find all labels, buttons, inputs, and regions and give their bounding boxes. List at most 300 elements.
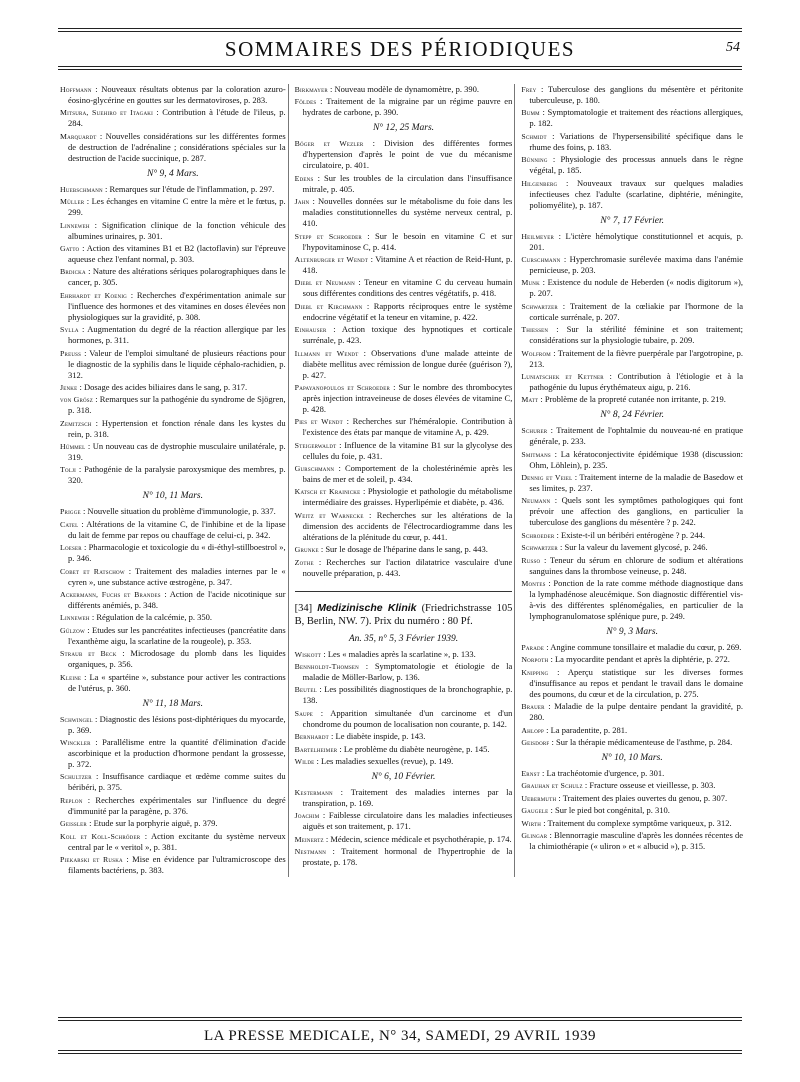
journal-number: [34] xyxy=(294,602,313,614)
entry-title: : Symptomatologie et étiologie de la maladie de Möller-Barlow, p. 136. xyxy=(302,661,513,683)
entry-title: : Recherches expérimentales sur l'influence du degré d'immunité par la paragène, p. 376. xyxy=(68,794,286,816)
index-entry xyxy=(521,277,743,299)
entry-title: : Ponction de la rate comme méthode diagnostique dans la lymphadénose aleucémique. Son diagnostic différentiel vis-à-vis des différentes splénomégalies, en particulier de la lymphogranulomatose splénique pure, p. 249. xyxy=(529,578,743,622)
entry-author: Ahlopp xyxy=(521,725,544,735)
index-entry xyxy=(60,394,286,416)
entry-author: Schurer xyxy=(521,426,548,436)
index-entry xyxy=(60,831,286,853)
entry-title: : Traitement hormonal de l'hypertrophie de la prostate, p. 178. xyxy=(302,846,513,868)
index-entry xyxy=(521,818,743,829)
index-entry xyxy=(295,416,513,438)
index-entry xyxy=(60,519,286,541)
entry-title: : Altérations de la vitamine C, de l'inhibine et de la lipase du lait de femme par repos ou chauffage de celui-ci, p. 342. xyxy=(68,518,286,540)
entry-author: Russo xyxy=(521,555,541,565)
entry-author: Katsch et Krainicke xyxy=(294,487,361,497)
entry-author: Saupe xyxy=(294,708,314,718)
entry-title: : Sur le besoin en vitamine C et sur l'hypovitaminose C, p. 414. xyxy=(302,230,513,252)
entry-author: Parade xyxy=(521,643,545,653)
entry-author: Bennholdt-Thomsen xyxy=(294,662,359,672)
entry-author: Schultzer xyxy=(60,772,92,782)
entry-author: Mitsura, Suehiro et Itagaki xyxy=(60,108,153,118)
entry-author: Müller xyxy=(60,197,85,207)
index-entry xyxy=(60,714,286,736)
entry-title: : Microdosage du plomb dans les liquides organiques, p. 356. xyxy=(68,648,286,670)
entry-author: Meinertz xyxy=(294,834,324,844)
entry-author: Zemitzsch xyxy=(60,418,92,428)
entry-author: Thiessen xyxy=(521,325,549,335)
entry-title: : Le problème du diabète neurogène, p. 145. xyxy=(337,743,490,754)
entry-author: Loeser xyxy=(60,543,82,553)
index-entry xyxy=(295,834,513,845)
entry-author: Gülzow xyxy=(60,625,85,635)
index-entry xyxy=(295,254,513,276)
entry-title: : Existe-t-il un béribéri entérogène ? p. 244. xyxy=(554,529,706,540)
entry-title: : Quels sont les symptômes pathologiques qui font prévoir une affection des ganglions, en particulier la tuberculose des ganglions du mésentère ? p. 242. xyxy=(529,495,743,528)
entry-title: : Recherches d'expérimentation animale sur l'influence des hormones et des vitamines en doses élevées non physiologiques sur la gravidité, p. 308. xyxy=(68,289,286,322)
entry-author: Kleine xyxy=(60,672,82,682)
entry-title: : Problème de la propreté cutanée non irritante, p. 219. xyxy=(538,394,726,405)
entry-title: : Valeur de l'emploi simultané de plusieurs réactions pour le diagnostic de la syphilis dans le liquide céphalo-rachidien, p. 312. xyxy=(68,347,286,380)
column-3 xyxy=(514,84,743,877)
entry-title: : Traitement des plaies ouvertes du genou, p. 307. xyxy=(556,792,728,803)
entry-title: : Sur le pied bot congénital, p. 310. xyxy=(548,805,670,816)
entry-title: : Rapports réciproques entre le système endocrine végétatif et la teneur en vitamine, p. 422. xyxy=(302,300,513,322)
entry-title: : Apparition simultanée d'un carcinome et d'un chondrome du poumon de localisation non courante, p. 142. xyxy=(302,707,513,729)
entry-title: : Sur la thérapie médicamenteuse de l'asthme, p. 284. xyxy=(549,736,733,747)
index-entry xyxy=(295,810,513,832)
entry-author: Gurschmann xyxy=(294,464,335,474)
entry-title: : Physiologie et pathologie du métabolisme intermédiaire des graisses. Hyperlipémie et diabète, p. 436. xyxy=(302,486,513,508)
entry-title: : Régulation de la calcémie, p. 350. xyxy=(89,612,212,623)
entry-author: Bünning xyxy=(521,155,548,165)
entry-author: Illmann et Wendt xyxy=(294,348,359,358)
index-entry xyxy=(521,830,743,852)
entry-author: Straub et Beck xyxy=(60,649,117,659)
page-title: SOMMAIRES DES PÉRIODIQUES xyxy=(224,37,576,61)
index-entry xyxy=(60,441,286,463)
entry-title: : Nouveaux résultats obtenus par la coloration azuro-éosino-glycérine en gouttes sur les dermatoviroses, p. 283. xyxy=(68,84,286,105)
entry-title: : La trachéotomie d'urgence, p. 301. xyxy=(539,767,665,778)
entry-author: Nestmann xyxy=(294,847,327,857)
index-entry xyxy=(60,290,286,323)
index-entry xyxy=(295,486,513,508)
entry-author: Knipping xyxy=(521,667,549,677)
entry-title: : Sur le dosage de l'héparine dans le sang, p. 443. xyxy=(318,544,488,555)
index-entry xyxy=(295,846,513,868)
index-entry xyxy=(295,173,513,195)
issue-heading: N° 12, 25 Mars. xyxy=(372,123,435,134)
entry-title: : Contribution à l'étude de l'ileus, p. 284. xyxy=(68,107,286,129)
entry-author: Beutel xyxy=(294,685,317,695)
entry-title: : Aperçu statistique sur les diverses formes d'insuffisance au repos et pendant le travail dans le domaine des poumons, du cœur et de la circulation, p. 275. xyxy=(529,666,743,699)
index-entry xyxy=(295,324,513,346)
index-entry xyxy=(521,231,743,253)
entry-author: Weitz et Warnecke xyxy=(294,510,364,520)
entry-author: Heilmeyer xyxy=(521,231,555,241)
issue-heading: N° 6, 10 Février. xyxy=(371,771,436,782)
entry-author: Jenke xyxy=(60,382,78,392)
entry-title: : L'ictère hémolytique constitutionnel et acquis, p. 201. xyxy=(529,230,743,252)
index-entry xyxy=(60,612,286,623)
top-rule xyxy=(58,28,742,29)
index-entry xyxy=(60,818,286,829)
entry-author: Papayanopoulos et Schroeder xyxy=(294,382,391,392)
entry-author: Frey xyxy=(521,85,537,94)
index-entry xyxy=(295,557,513,579)
page-number: 54 xyxy=(726,40,740,55)
entry-title: : Comportement de la cholestérinémie après les bains de mer et de soleil, p. 434. xyxy=(302,463,513,485)
entry-title: : Insuffisance cardiaque et œdème comme suites du béribéri, p. 375. xyxy=(68,771,286,793)
entry-author: Zothe xyxy=(294,557,314,567)
entry-title: : Un nouveau cas de dystrophie musculaire unilatérale, p. 319. xyxy=(68,441,286,463)
entry-title: : Action de l'acide nicotinique sur différents anémiés, p. 348. xyxy=(68,589,286,611)
entry-title: : La kératoconjectivite épidémique 1938 (discussion: Ohm, Löhlein), p. 235. xyxy=(529,448,743,470)
entry-title: : Remarques sur l'étude de l'inflammation, p. 297. xyxy=(102,183,275,194)
index-entry xyxy=(521,254,743,276)
entry-title: : Etude sur la porphyrie aiguë, p. 379. xyxy=(86,818,218,829)
index-entry xyxy=(295,84,513,95)
entry-author: Joachim xyxy=(294,811,320,821)
entry-title: : La « spartéine », substance pour activer les contractions de l'utérus, p. 360. xyxy=(68,671,286,693)
entry-author: Matt xyxy=(521,395,539,405)
index-entry xyxy=(295,756,513,767)
entry-author: Curschmann xyxy=(521,254,561,264)
issue-heading: N° 11, 18 Mars. xyxy=(142,698,204,709)
entry-author: Dennig et Veiel xyxy=(521,473,573,483)
entry-title: : Traitement des maladies internes par le « cyren », une substance active œstrogène, p. 347. xyxy=(68,565,286,587)
index-entry xyxy=(60,566,286,588)
entry-title: : Blennorragie masculine d'après les données récentes de la chimiothérapie (« uliron » et « albucid »), p. 315. xyxy=(529,829,743,851)
entry-author: Huebschmann xyxy=(60,184,103,194)
entry-title: : Augmentation du degré de la réaction allergique par les hormones, p. 311. xyxy=(68,324,286,346)
entry-title: : Existence du nodule de Heberden (« nodis digitorum »), p. 207. xyxy=(529,277,743,299)
index-entry xyxy=(521,301,743,323)
issue-heading: N° 10, 10 Mars. xyxy=(601,752,663,763)
entry-title: : Faiblesse circulatoire dans les maladies infectieuses aiguës et son traitement, p. 171. xyxy=(302,810,513,832)
bottom-rule xyxy=(58,1050,742,1051)
entry-title: : Variations de l'hypersensibilité spécifique dans le rhume des foins, p. 183. xyxy=(529,130,743,152)
entry-author: Glingar xyxy=(521,830,548,840)
index-entry xyxy=(521,793,743,804)
index-entry xyxy=(60,589,286,611)
entry-author: Cobet et Ratschow xyxy=(60,566,125,576)
entry-author: Brdicka xyxy=(60,267,86,277)
entry-author: Preuss xyxy=(60,348,82,358)
entry-author: Jahn xyxy=(294,197,310,207)
index-entry xyxy=(295,544,513,555)
entry-title: : Action excitante du système nerveux central par le « veritol », p. 381. xyxy=(68,830,286,852)
entry-title: : Les « maladies après la scarlatine », p. 133. xyxy=(321,648,476,659)
index-entry xyxy=(521,642,743,653)
entry-author: Wilde xyxy=(294,756,315,766)
index-entry xyxy=(521,654,743,665)
entry-author: Diebl et Kirchmann xyxy=(294,301,363,311)
entry-author: Stepp et Schroeder xyxy=(294,231,362,241)
entry-title: : Teneur du sérum en chlorure de sodium et altérations sanguines dans la thrombose veineuse, p. 248. xyxy=(529,554,743,576)
entry-author: Prigge xyxy=(60,507,81,517)
entry-title: : Tuberculose des ganglions du mésentère et péritonite tuberculeuse, p. 180. xyxy=(529,84,743,105)
entry-title: : Nature des altérations sériques polarographiques dans le cancer, p. 305. xyxy=(68,266,286,288)
entry-title: : Traitement du complexe symptôme variqueux, p. 312. xyxy=(541,817,732,828)
entry-title: : Traitement de l'ophtalmie du nouveau-né en pratique générale, p. 233. xyxy=(529,425,743,447)
issue-heading: N° 8, 24 Février. xyxy=(600,410,665,421)
index-entry xyxy=(521,701,743,723)
entry-author: Einhauser xyxy=(294,325,327,335)
entry-title: : Recherches sur les altérations de la dimension des accidents de l'électrocardiogramme dans les altérations de la plénitude du cœur, p. 441. xyxy=(302,509,513,542)
index-entry xyxy=(60,84,286,106)
entry-author: Smitmans xyxy=(521,449,551,459)
index-entry xyxy=(60,771,286,793)
index-entry xyxy=(521,555,743,577)
index-entry xyxy=(295,382,513,415)
journal-details: (Friedrichstrasse 105 B, Berlin, NW. 7). Prix du numéro : 80 Pf. xyxy=(294,602,513,627)
entry-author: Pies et Wendt xyxy=(294,417,343,427)
index-entry xyxy=(60,184,286,195)
entry-author: Norpoth xyxy=(521,655,549,665)
entry-title: : Recherches sur l'action dilatatrice vasculaire d'une nouvelle préparation, p. 443. xyxy=(302,556,513,578)
entry-author: Schmidt xyxy=(521,131,547,141)
index-entry xyxy=(295,510,513,543)
index-entry xyxy=(295,708,513,730)
entry-author: Marquardt xyxy=(60,131,97,141)
index-entry xyxy=(521,737,743,748)
entry-author: Grunke xyxy=(294,545,319,555)
entry-title: : Hypertension et fonction rénale dans les kystes du rein, p. 318. xyxy=(68,417,286,439)
entry-title: : Physiologie des processus annuels dans le règne végétal, p. 185. xyxy=(529,154,743,176)
entry-title: : Action des vitamines B1 et B2 (lactoflavin) sur l'épreuve aqueuse chez l'enfant normal, p. 303. xyxy=(68,242,286,264)
index-entry xyxy=(521,578,743,622)
column-2 xyxy=(288,84,513,877)
index-entry xyxy=(60,220,286,242)
index-entry xyxy=(60,854,286,876)
entry-title: : Nouvelle situation du problème d'immunologie, p. 337. xyxy=(80,506,276,517)
index-entry xyxy=(521,154,743,176)
top-rule-inner xyxy=(58,31,742,32)
entry-author: Geissler xyxy=(60,819,87,829)
entry-author: Steigerwaldt xyxy=(294,440,337,450)
entry-title: : Nouveau modèle de dynamomètre, p. 390. xyxy=(327,84,479,94)
entry-title: : Traitement interne de la maladie de Basedow et ses limites, p. 237. xyxy=(529,472,743,494)
index-entry xyxy=(521,495,743,528)
entry-author: Catel xyxy=(60,519,79,529)
entry-author: Koll et Koll-Schröder xyxy=(60,831,141,841)
entry-author: Munk xyxy=(521,278,540,288)
entry-author: Kestermann xyxy=(294,787,333,797)
index-entry xyxy=(295,277,513,299)
entry-title: : Remarques sur la pathogénie du syndrome de Sjögren, p. 318. xyxy=(68,394,286,416)
footer-rule xyxy=(58,1017,742,1018)
index-entry xyxy=(60,348,286,381)
entry-author: Gatto xyxy=(60,243,80,253)
issue-heading: N° 9, 3 Mars. xyxy=(606,627,658,638)
entry-author: Ackermann, Fuchs et Brandes xyxy=(60,590,161,600)
entry-author: Bumm xyxy=(521,108,540,118)
entry-author: Wirth xyxy=(521,818,542,828)
entry-author: Hilgenberg xyxy=(521,178,558,188)
entry-title: : Nouvelles considérations sur les différentes formes de destruction de l'adrénaline ; considérations spéciales sur la destruction de l'acide succinique, p. 287. xyxy=(68,130,286,163)
journal-name: Medizinische Klinik xyxy=(317,601,417,614)
index-entry xyxy=(521,667,743,700)
index-entry xyxy=(521,394,743,405)
index-entry xyxy=(295,731,513,742)
entry-title: : Les échanges en vitamine C entre la mère et le fœtus, p. 299. xyxy=(68,196,286,218)
entry-title: : Fracture osseuse et vieillesse, p. 303. xyxy=(582,780,716,791)
entry-author: Tolji xyxy=(60,465,77,475)
issue-heading: N° 7, 17 Février. xyxy=(600,215,665,226)
entry-title: : Traitement de la cœliakie par l'hormone de la corticale surrénale, p. 207. xyxy=(529,300,743,322)
header-rule xyxy=(58,66,742,67)
index-entry xyxy=(60,107,286,129)
index-entry xyxy=(60,382,286,393)
entry-title: : Les maladies sexuelles (revue), p. 149. xyxy=(314,755,454,766)
entry-title: : Les possibilités diagnostiques de la bronchographie, p. 138. xyxy=(302,684,513,706)
index-entry xyxy=(60,266,286,288)
index-entry xyxy=(295,96,513,118)
index-entry xyxy=(295,196,513,229)
entry-author: Uebermuth xyxy=(521,793,557,803)
entry-title: : La paradentite, p. 281. xyxy=(544,724,628,735)
index-entry xyxy=(521,84,743,106)
entry-author: Winckler xyxy=(60,737,91,747)
entry-title: : Parallélisme entre la quantité d'élimination d'acide ascorbinique et la production d'hormone pendant la grossesse, p. 372. xyxy=(68,736,286,769)
entry-title: : Influence de la vitamine B1 sur la glycolyse des cellules du foie, p. 431. xyxy=(302,439,513,461)
entry-author: Hümmel xyxy=(60,442,86,452)
entry-author: Böger et Wezler xyxy=(294,139,364,149)
index-entry xyxy=(295,348,513,381)
index-entry xyxy=(521,542,743,553)
entry-title: : Traitement de la migraine par un régime pauvre en hydrates de carbone, p. 390. xyxy=(302,96,513,118)
index-entry xyxy=(295,684,513,706)
index-entry xyxy=(60,542,286,564)
entry-title: : Hyperchromasie surélevée maxima dans l'anémie pernicieuse, p. 203. xyxy=(529,253,743,275)
issue-heading: N° 10, 11 Mars. xyxy=(142,491,204,502)
column-1 xyxy=(60,84,286,877)
entry-author: Altenburger et Wendt xyxy=(294,254,369,264)
index-entry xyxy=(60,737,286,770)
entry-author: Replon xyxy=(60,795,83,805)
entry-title: : Sur la stérilité féminine et son traitement; considérations sur la physiologie tubaire, p. 209. xyxy=(529,324,743,346)
entry-title: : Traitement de la fièvre puerpérale par l'argotropine, p. 213. xyxy=(529,347,743,369)
entry-author: Wolfrom xyxy=(521,348,551,358)
entry-author: Schwingel xyxy=(60,714,93,724)
index-entry xyxy=(521,768,743,779)
entry-author: Montes xyxy=(521,579,546,589)
entry-author: Diebl et Neumann xyxy=(294,278,355,288)
entry-title: : La myocardite pendant et après la diphtérie, p. 272. xyxy=(548,654,730,665)
index-entry xyxy=(521,178,743,211)
entry-author: Grauhan et Schulz xyxy=(521,781,583,791)
index-entry xyxy=(60,324,286,346)
index-entry xyxy=(521,805,743,816)
entry-author: Ehrhardt et Koenig xyxy=(60,290,127,300)
issue-heading: An. 35, n° 5, 3 Février 1939. xyxy=(348,633,459,644)
issue-heading: N° 9, 4 Mars. xyxy=(147,168,199,179)
index-entry xyxy=(295,301,513,323)
entry-title: : Mise en évidence par l'ultramicroscope des filaments bactériens, p. 383. xyxy=(68,853,286,875)
entry-author: Hoffmann xyxy=(60,85,92,94)
entry-author: Földes xyxy=(294,97,317,107)
entry-title: : Sur le nombre des thrombocytes après injection intraveineuse de doses élevées de vitamine C, p. 428. xyxy=(302,381,513,414)
index-entry xyxy=(521,425,743,447)
entry-title: : Nouveaux travaux sur quelques maladies infectieuses chez l'adulte (scarlatine, diphtérie, méningite, poliomyélite), p. 187. xyxy=(529,177,743,210)
entry-title: : Pharmacologie et toxicologie du « di-éthyl-stillboestrol », p. 346. xyxy=(68,542,286,564)
entry-author: Piekarski et Ruska xyxy=(60,854,123,864)
index-entry xyxy=(60,506,286,517)
index-entry xyxy=(521,107,743,129)
index-entry xyxy=(521,131,743,153)
index-entry xyxy=(60,196,286,218)
entry-title: : Diagnostic des lésions post-diphtériques du myocarde, p. 369. xyxy=(68,713,286,735)
bottom-rule-inner xyxy=(58,1053,742,1054)
index-entry xyxy=(295,649,513,660)
entry-title: : Le diabète inspide, p. 143. xyxy=(328,731,426,742)
entry-title: : Vitamine A et réaction de Reid-Hunt, p. 418. xyxy=(302,253,513,275)
entry-author: Brauer xyxy=(521,702,545,712)
footer-rule-inner xyxy=(58,1020,742,1021)
entry-title: : Angine commune tonsillaire et maladie du cœur, p. 269. xyxy=(544,642,742,653)
entry-title: : Teneur en vitamine C du cerveau humain sous différentes conditions des centres végétatifs, p. 418. xyxy=(302,277,513,299)
entry-author: von Grösz xyxy=(60,395,94,405)
entry-author: Schwartzer xyxy=(521,543,558,553)
entry-author: Neumann xyxy=(521,496,551,506)
index-entry xyxy=(521,530,743,541)
index-entry xyxy=(60,418,286,440)
index-entry xyxy=(295,661,513,683)
entry-author: Bartelheimer xyxy=(294,744,338,754)
journal-heading xyxy=(295,602,513,628)
entry-title: : Traitement des maladies internes par la transpiration, p. 169. xyxy=(302,786,513,808)
index-entry xyxy=(521,324,743,346)
entry-author: Ernst xyxy=(521,768,540,778)
entry-title: : Etudes sur les pancréatites infectieuses (pancréatite dans l'exanthème aigu, la scarlatine de la rougeole), p. 353. xyxy=(68,624,286,646)
header-rule-inner xyxy=(58,69,742,70)
index-entry xyxy=(60,672,286,694)
entry-author: Gaugele xyxy=(521,806,549,816)
entry-author: Wiskott xyxy=(294,649,322,659)
entry-title: : Maladie de la pulpe dentaire pendant la gravidité, p. 280. xyxy=(529,701,743,723)
entry-author: Bernhardt xyxy=(294,732,329,742)
entry-author: Schwartzer xyxy=(521,301,558,311)
index-entry xyxy=(60,464,286,486)
index-entry xyxy=(521,348,743,370)
entry-title: : Symptomatologie et traitement des réactions allergiques, p. 182. xyxy=(529,107,743,129)
index-entry xyxy=(60,131,286,164)
index-entry xyxy=(521,780,743,791)
entry-title: : Observations d'une malade atteinte de diabète mellitus avec rémission de longue durée (guérison ?), p. 427. xyxy=(302,347,513,380)
columns xyxy=(60,84,743,877)
index-entry xyxy=(521,472,743,494)
index-entry xyxy=(295,440,513,462)
entry-author: Birkmayer xyxy=(294,85,328,94)
entry-author: Linneweh xyxy=(60,220,90,230)
entry-author: Edens xyxy=(294,173,314,183)
index-entry xyxy=(60,648,286,670)
journal-separator xyxy=(295,591,513,592)
entry-author: Linneweh xyxy=(60,613,90,623)
entry-title: : Recherches sur l'héméralopie. Contribution à l'existence des états par manque de vitamine A, p. 429. xyxy=(302,416,513,438)
entry-title: : Médecin, science médicale et psychothérapie, p. 174. xyxy=(323,833,512,844)
index-entry xyxy=(295,138,513,171)
entry-author: Luniatschek et Kettner xyxy=(521,371,604,381)
entry-title: : Contribution à l'étiologie et à la pathogénie du lupus érythémateux aigu, p. 216. xyxy=(529,370,743,392)
entry-title: : Nouvelles données sur le métabolisme du foie dans les maladies constitutionnelles du système nerveux central, p. 410. xyxy=(302,196,513,229)
entry-title: : Signification clinique de la fonction véhicule des albumines urinaires, p. 301. xyxy=(68,219,286,241)
index-entry xyxy=(295,231,513,253)
entry-title: : Pathogénie de la paralysie paroxysmique des membres, p. 320. xyxy=(68,464,286,486)
entry-author: Geisdorf xyxy=(521,737,550,747)
footer-running-title: LA PRESSE MEDICALE, N° 34, SAMEDI, 29 AVRIL 1939 xyxy=(203,1028,597,1044)
index-entry xyxy=(295,787,513,809)
